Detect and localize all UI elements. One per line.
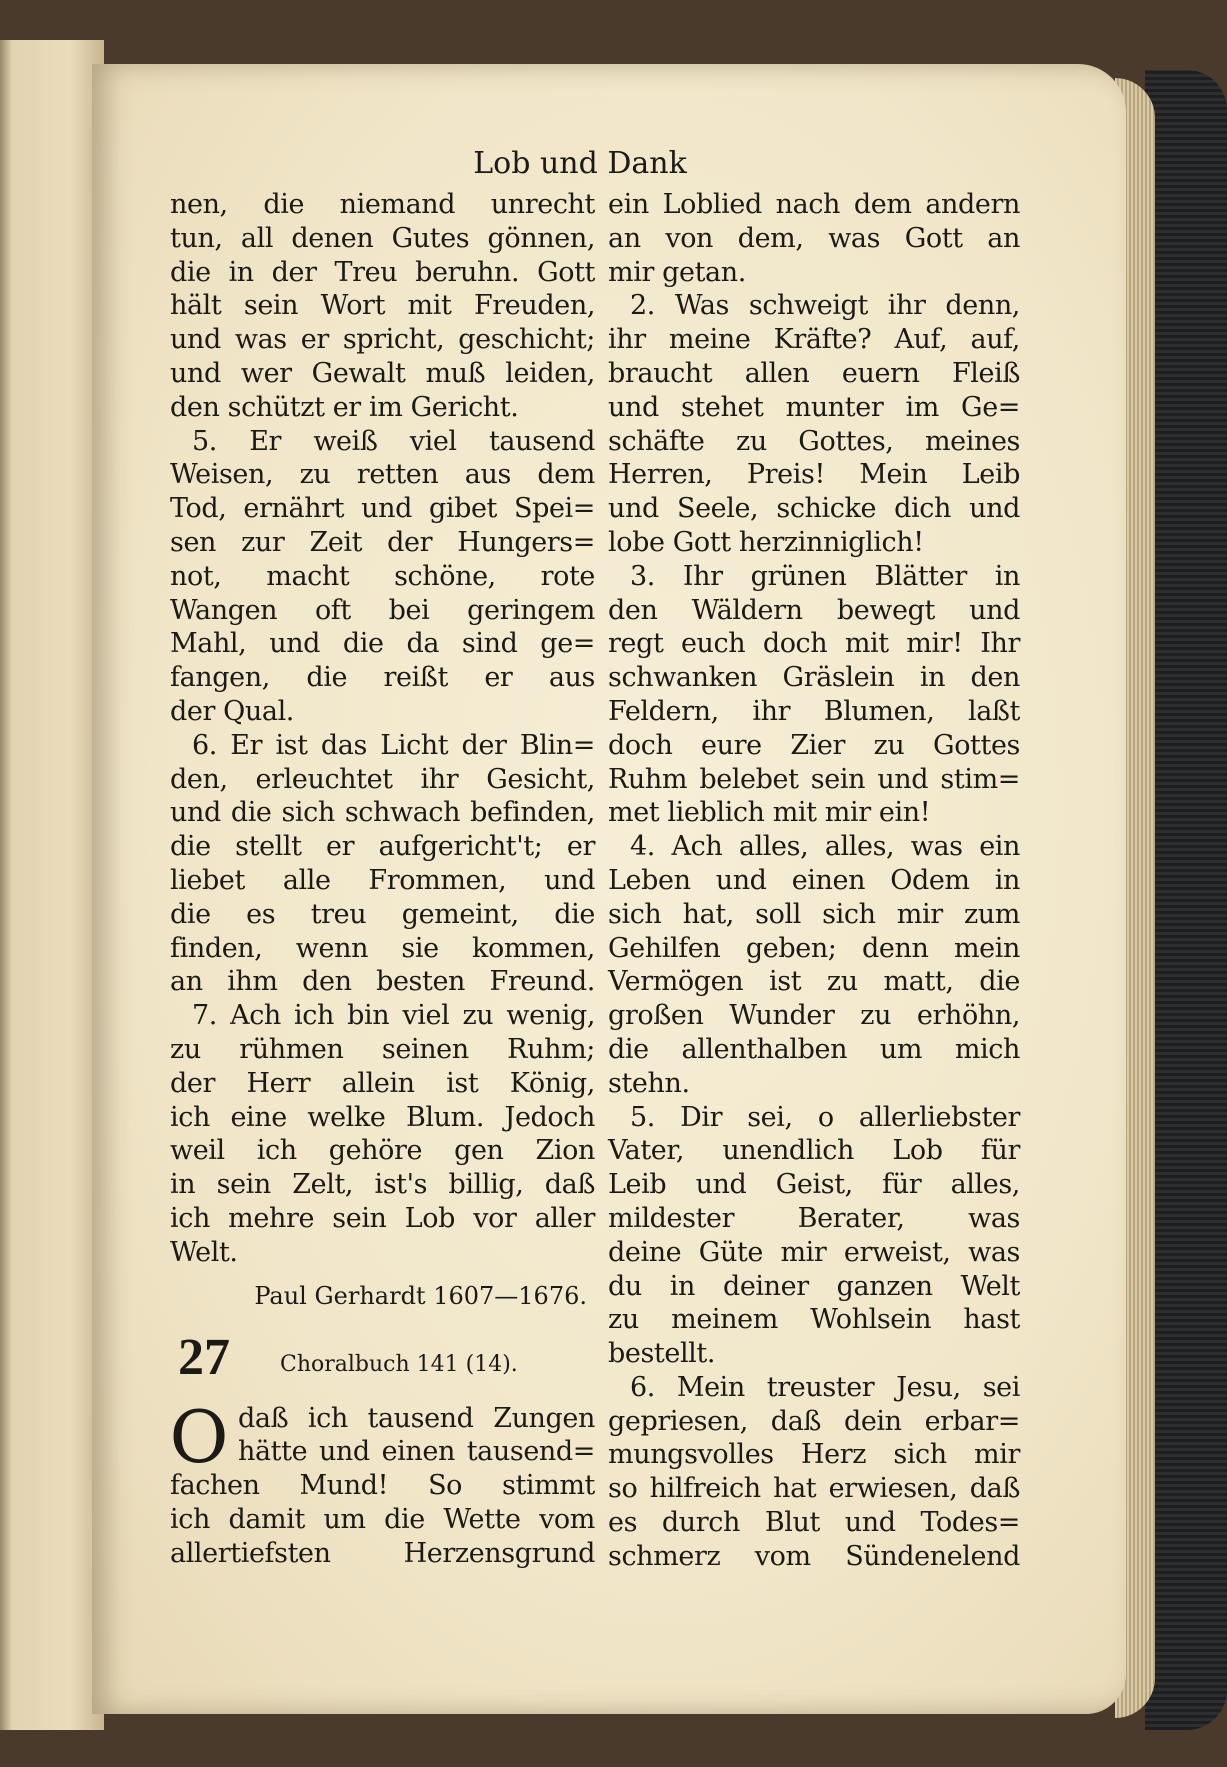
text-line: Gehilfen geben; denn mein <box>608 932 1020 964</box>
text-line: an ihm den besten Freund. <box>170 966 595 998</box>
text-line: hält sein Wort mit Freuden, <box>170 290 595 322</box>
text-line: die in der Treu beruhn. Gott <box>170 256 595 288</box>
text-line: Leben und einen Odem in <box>608 864 1020 896</box>
text-line: und Seele, schicke dich und <box>608 493 1020 525</box>
text-line: bestellt. <box>608 1338 716 1370</box>
text-line: so hilfreich hat erwiesen, daß <box>608 1473 1020 1505</box>
text-line: ich mehre sein Lob vor aller <box>170 1202 595 1234</box>
text-line: hätte und einen tausend= <box>238 1436 595 1468</box>
text-line: daß ich tausend Zungen <box>238 1402 595 1434</box>
text-line: Feldern, ihr Blumen, laßt <box>608 695 1020 727</box>
text-line: an von dem, was Gott an <box>608 222 1020 254</box>
verse-start-line: 6. Mein treuster Jesu, sei <box>630 1371 1020 1403</box>
text-line: met lieblich mit mir ein! <box>608 797 931 829</box>
text-line: Tod, ernährt und gibet Spei= <box>170 493 595 525</box>
text-line: Vater, unendlich Lob für <box>608 1135 1020 1167</box>
text-line: Ruhm belebet sein und stim= <box>608 763 1020 795</box>
text-line: es durch Blut und Todes= <box>608 1507 1020 1539</box>
text-line: finden, wenn sie kommen, <box>170 932 595 964</box>
text-line: lobe Gott herzinniglich! <box>608 526 924 558</box>
text-line: not, macht schöne, rote <box>170 560 595 592</box>
text-line: zu meinem Wohlsein hast <box>608 1304 1020 1336</box>
text-line: schwanken Gräslein in den <box>608 662 1020 694</box>
text-line: die allenthalben um mich <box>608 1033 1020 1065</box>
right-text-column <box>608 188 1020 1574</box>
text-line: sen zur Zeit der Hungers= <box>170 526 595 558</box>
text-line: sich hat, soll sich mir zum <box>608 898 1020 930</box>
text-line: nen, die niemand unrecht <box>170 189 595 220</box>
text-line: Welt. <box>170 1236 238 1268</box>
text-line: Mahl, und die da sind ge= <box>170 628 595 660</box>
choral-reference: Choralbuch 141 (14). <box>280 1351 518 1377</box>
text-line: und die sich schwach befinden, <box>170 797 595 829</box>
text-line: stehn. <box>608 1067 690 1099</box>
text-line: ich damit um die Wette vom <box>170 1503 595 1535</box>
left-page-edge <box>0 40 104 1730</box>
left-text-column <box>170 188 595 1570</box>
text-line: allertiefsten Herzensgrund <box>170 1537 595 1569</box>
text-line: doch eure Zier zu Gottes <box>608 729 1020 761</box>
hymn-author: Paul Gerhardt 1607—1676. <box>254 1281 587 1310</box>
text-line: die es treu gemeint, die <box>170 898 595 930</box>
text-line: schmerz vom Sündenelend <box>608 1540 1020 1572</box>
text-line: und was er spricht, geschicht; <box>170 324 595 356</box>
text-line: den Wäldern bewegt und <box>608 594 1020 626</box>
text-line: und stehet munter im Ge= <box>608 391 1020 423</box>
verse-start-line: 2. Was schweigt ihr denn, <box>630 290 1020 322</box>
text-line: deine Güte mir erweist, was <box>608 1236 1020 1268</box>
text-line: fachen Mund! So stimmt <box>170 1470 595 1502</box>
text-line: Wangen oft bei geringem <box>170 594 595 626</box>
verse-start-line: 7. Ach ich bin viel zu wenig, <box>192 1000 595 1032</box>
text-line: Herren, Preis! Mein Leib <box>608 459 1020 491</box>
text-line: du in deiner ganzen Welt <box>608 1270 1020 1302</box>
text-line: Vermögen ist zu matt, die <box>608 966 1020 998</box>
text-line: ich eine welke Blum. Jedoch <box>170 1101 595 1133</box>
verse-start-line: 5. Er weiß viel tausend <box>192 425 595 457</box>
text-line: gepriesen, daß dein erbar= <box>608 1405 1020 1437</box>
hymn-number: 27 <box>178 1328 230 1386</box>
hymn-opening <box>169 1394 595 1571</box>
text-line: tun, all denen Gutes gönnen, <box>170 222 595 254</box>
text-line: Weisen, zu retten aus dem <box>170 459 595 491</box>
hymn-header <box>170 1324 595 1402</box>
text-line: braucht allen euern Fleiß <box>608 357 1020 389</box>
text-line: mildester Berater, was <box>608 1202 1020 1234</box>
text-line: den schützt er im Gericht. <box>170 391 519 423</box>
verse-start-line: 3. Ihr grünen Blätter in <box>630 560 1020 592</box>
text-line: Leib und Geist, für alles, <box>608 1169 1020 1201</box>
text-line: mir getan. <box>608 256 746 288</box>
text-line: fangen, die reißt er aus <box>170 662 595 694</box>
text-line: großen Wunder zu erhöhn, <box>608 1000 1020 1032</box>
text-line: ein Loblied nach dem andern <box>608 189 1020 220</box>
text-line: regt euch doch mit mir! Ihr <box>608 628 1020 660</box>
text-line: in sein Zelt, ist's billig, daß <box>170 1169 595 1201</box>
text-line: schäfte zu Gottes, meines <box>608 425 1020 457</box>
verse-start-line: 4. Ach alles, alles, was ein <box>630 831 1020 863</box>
text-line: der Herr allein ist König, <box>170 1067 595 1099</box>
drop-cap: O <box>169 1394 229 1479</box>
book-cover-edge <box>1145 70 1227 1730</box>
text-line: und wer Gewalt muß leiden, <box>170 357 595 389</box>
text-line: der Qual. <box>170 695 294 727</box>
text-line: mungsvolles Herz sich mir <box>608 1439 1020 1471</box>
text-line: zu rühmen seinen Ruhm; <box>170 1033 595 1065</box>
text-line: ihr meine Kräfte? Auf, auf, <box>608 324 1020 356</box>
verse-start-line: 6. Er ist das Licht der Blin= <box>192 729 595 761</box>
text-line: den, erleuchtet ihr Gesicht, <box>170 763 595 795</box>
verse-start-line: 5. Dir sei, o allerliebster <box>630 1101 1020 1133</box>
running-header: Lob und Dank <box>473 146 687 181</box>
text-line: die stellt er aufgericht't; er <box>170 831 595 863</box>
text-line: liebet alle Frommen, und <box>170 864 595 896</box>
text-line: weil ich gehöre gen Zion <box>170 1135 595 1167</box>
